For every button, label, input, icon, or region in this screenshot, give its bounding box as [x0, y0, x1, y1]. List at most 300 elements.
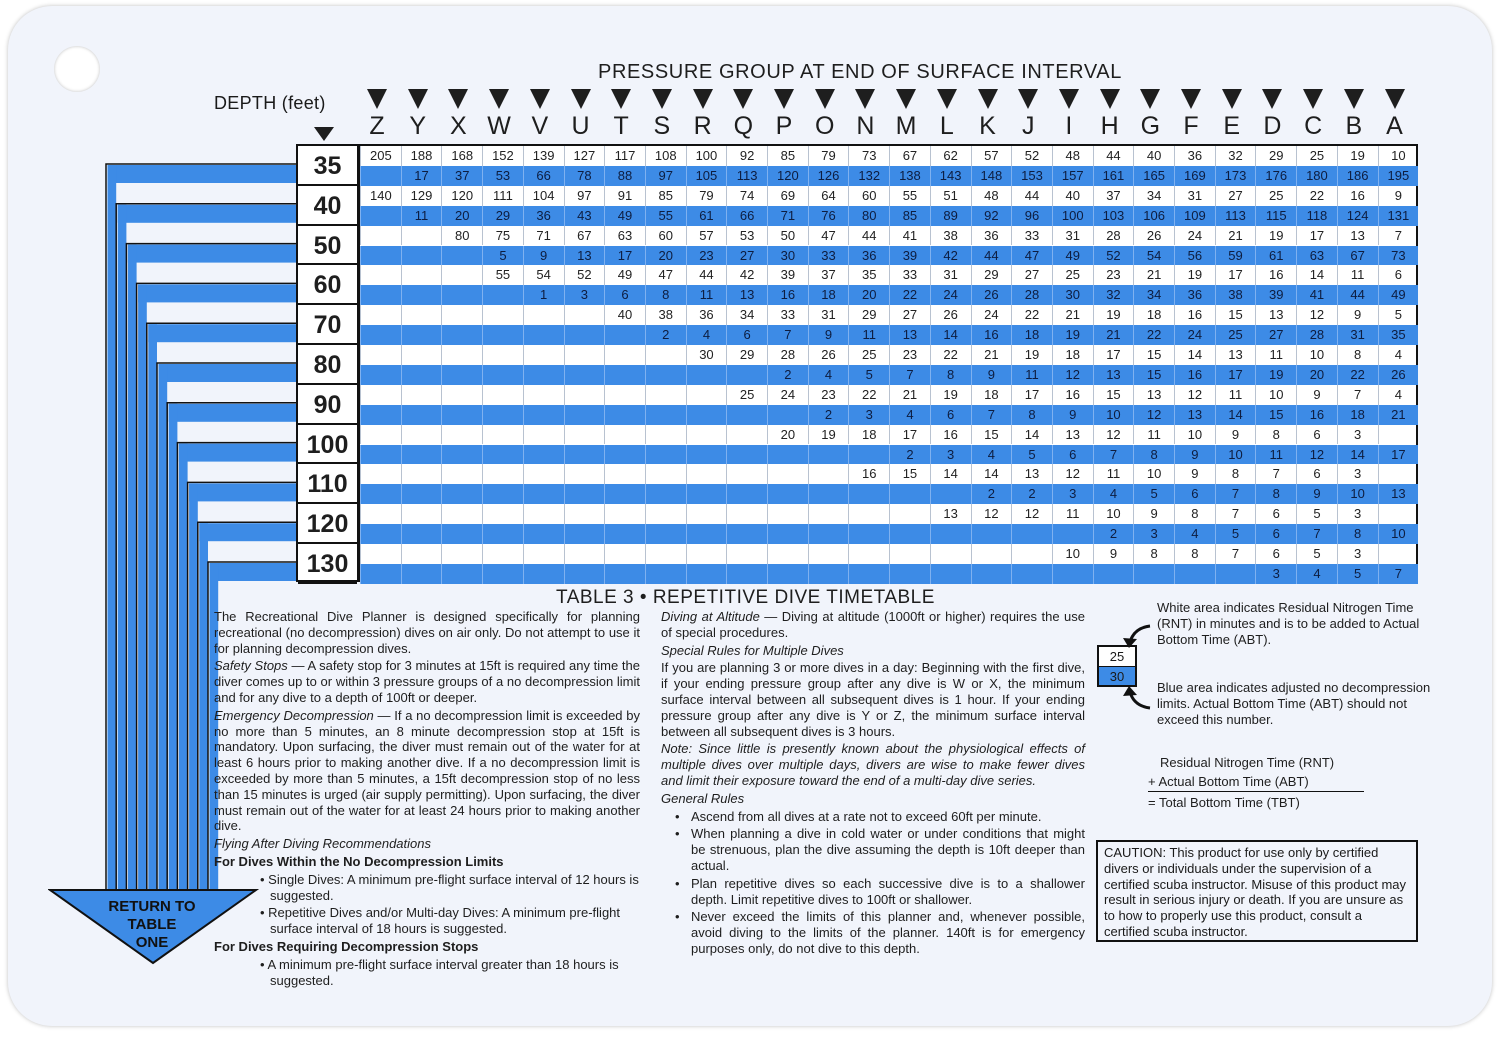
requiring-deco-heading: For Dives Requiring Decompression Stops [214, 938, 479, 954]
table-cell [645, 504, 686, 524]
table-cell [441, 484, 482, 504]
altitude-para [661, 609, 1085, 641]
table-cell: 16 [848, 464, 889, 484]
depth-cell: 130 [298, 544, 357, 584]
table-cell: 15 [1255, 405, 1296, 425]
table-cell: 15 [889, 464, 930, 484]
table-cell: 42 [726, 265, 767, 285]
table-cell: 36 [1174, 285, 1215, 305]
table-cell: 27 [726, 246, 767, 266]
table-cell [604, 445, 645, 465]
table-cell [360, 226, 401, 246]
table-cell [441, 504, 482, 524]
table-cell: 26 [1378, 365, 1419, 385]
table-cell: 3 [1337, 425, 1378, 445]
table-cell: 19 [808, 425, 849, 445]
table-cell: 3 [564, 285, 605, 305]
table-cell: 11 [1215, 385, 1256, 405]
table-cell: 6 [726, 325, 767, 345]
table-cell: 11 [1133, 425, 1174, 445]
table-cell: 44 [686, 265, 727, 285]
depth-cell: 100 [298, 425, 357, 465]
table-cell: 103 [1093, 206, 1134, 226]
table-cell: 97 [645, 166, 686, 186]
table-cell [808, 504, 849, 524]
table-cell: 29 [482, 206, 523, 226]
table-cell: 23 [686, 246, 727, 266]
rule-item: • When planning a dive in cold water or under conditions that might be strenuous, plan the dive assuming the depth is 10ft deeper than actual. [661, 826, 1085, 873]
table-cell: 11 [1011, 365, 1052, 385]
table-cell: 4 [1174, 524, 1215, 544]
table-cell [360, 305, 401, 325]
group-letter: G [1140, 112, 1161, 140]
table-cell: 13 [1215, 345, 1256, 365]
table-cell [767, 544, 808, 564]
rnt-row [360, 464, 1418, 484]
table-cell [360, 285, 401, 305]
table-cell: 26 [1133, 226, 1174, 246]
table-cell: 9 [1378, 186, 1419, 206]
table-cell [971, 564, 1012, 584]
group-down-arrow-icon [1018, 89, 1038, 109]
rnt-row [360, 504, 1418, 524]
table-cell: 7 [767, 325, 808, 345]
table-cell: 30 [686, 345, 727, 365]
table-cell [523, 365, 564, 385]
table-cell: 1 [523, 285, 564, 305]
table-cell: 49 [604, 206, 645, 226]
table-cell: 28 [1011, 285, 1052, 305]
table-cell: 23 [1093, 265, 1134, 285]
table-cell [645, 345, 686, 365]
table-cell [564, 564, 605, 584]
table-cell: 15 [1215, 305, 1256, 325]
group-down-arrow-icon [530, 89, 550, 109]
group-down-arrow-icon [693, 89, 713, 109]
table-cell: 27 [1011, 265, 1052, 285]
group-letter: S [653, 112, 671, 140]
depth-cell: 40 [298, 186, 357, 226]
rnt-row [360, 385, 1418, 405]
table-cell: 10 [1215, 445, 1256, 465]
table-cell: 3 [1133, 524, 1174, 544]
table-cell [564, 405, 605, 425]
table-cell [401, 265, 442, 285]
table-cell [523, 405, 564, 425]
table-cell: 79 [686, 186, 727, 206]
table-cell: 100 [1052, 206, 1093, 226]
table-cell: 12 [1296, 445, 1337, 465]
table-cell [360, 425, 401, 445]
equation-line-1: Residual Nitrogen Time (RNT) [1160, 755, 1335, 770]
table-cell: 152 [482, 146, 523, 166]
depth-cell: 120 [298, 504, 357, 544]
table-cell [360, 544, 401, 564]
table-cell: 61 [686, 206, 727, 226]
table-cell [482, 385, 523, 405]
table-cell: 60 [645, 226, 686, 246]
table-cell [523, 504, 564, 524]
table-cell: 91 [604, 186, 645, 206]
return-arrow-shaft [148, 324, 157, 890]
group-down-arrow-icon [937, 89, 957, 109]
return-arrow-band [199, 523, 296, 541]
group-down-arrow-icon [448, 89, 468, 109]
table-cell: 9 [1296, 385, 1337, 405]
table-cell [441, 285, 482, 305]
table-cell: 109 [1174, 206, 1215, 226]
legend-blue-value: 30 [1099, 666, 1135, 685]
group-header-r [683, 89, 723, 141]
table-cell: 17 [401, 166, 442, 186]
group-header-e [1212, 89, 1252, 141]
table-cell [482, 544, 523, 564]
return-arrow-band [159, 364, 297, 382]
table-cell: 25 [1215, 325, 1256, 345]
table-cell [767, 445, 808, 465]
return-label-line-2: TABLE [127, 916, 177, 933]
table-cell [482, 305, 523, 325]
group-down-arrow-icon [1059, 89, 1079, 109]
table-cell: 24 [971, 305, 1012, 325]
table-cell: 12 [1133, 405, 1174, 425]
table-cell [726, 504, 767, 524]
table-cell: 5 [1378, 305, 1419, 325]
table-cell: 176 [1255, 166, 1296, 186]
table-cell [686, 504, 727, 524]
table-cell: 143 [930, 166, 971, 186]
table-cell: 49 [1052, 246, 1093, 266]
table-cell: 9 [808, 325, 849, 345]
table-cell: 12 [1052, 365, 1093, 385]
table-cell: 13 [1011, 464, 1052, 484]
table-cell [1052, 524, 1093, 544]
table-cell: 57 [971, 146, 1012, 166]
table-cell: 173 [1215, 166, 1256, 186]
table-cell: 37 [441, 166, 482, 186]
table-cell: 57 [686, 226, 727, 246]
table-cell [1011, 524, 1052, 544]
table-cell [564, 524, 605, 544]
table-cell: 127 [564, 146, 605, 166]
table-cell: 21 [889, 385, 930, 405]
table-cell: 10 [1337, 484, 1378, 504]
table-cell: 10 [1174, 425, 1215, 445]
abt-row [360, 445, 1418, 465]
table-cell: 48 [1052, 146, 1093, 166]
table-cell: 129 [401, 186, 442, 206]
group-header-w [479, 89, 519, 141]
table-cell: 17 [1378, 445, 1419, 465]
table-cell: 24 [930, 285, 971, 305]
group-header-m [886, 89, 926, 141]
table-cell [401, 226, 442, 246]
table-cell: 11 [1255, 345, 1296, 365]
rnt-row [360, 186, 1418, 206]
table-cell [808, 445, 849, 465]
within-limits-heading: For Dives Within the No Decompression Limits [214, 853, 504, 869]
abt-row [360, 524, 1418, 544]
table-cell: 71 [523, 226, 564, 246]
table-cell: 14 [1011, 425, 1052, 445]
table-cell: 10 [1093, 504, 1134, 524]
table-cell: 11 [1052, 504, 1093, 524]
table-cell: 75 [482, 226, 523, 246]
table-cell [401, 325, 442, 345]
table-cell: 13 [1093, 365, 1134, 385]
table-cell [360, 206, 401, 226]
rnt-row [360, 305, 1418, 325]
table-cell [604, 365, 645, 385]
table-cell: 25 [1255, 186, 1296, 206]
table-cell [645, 445, 686, 465]
table-cell: 113 [726, 166, 767, 186]
table-cell: 36 [971, 226, 1012, 246]
table-cell: 139 [523, 146, 564, 166]
table-cell [726, 564, 767, 584]
table-cell: 33 [808, 246, 849, 266]
return-arrow-shaft [199, 523, 208, 890]
table-cell: 138 [889, 166, 930, 186]
group-down-arrow-icon [571, 89, 591, 109]
table-cell: 4 [1296, 564, 1337, 584]
table-cell: 30 [1052, 285, 1093, 305]
table-cell: 52 [564, 265, 605, 285]
table-cell: 44 [1337, 285, 1378, 305]
group-letter: T [613, 112, 629, 140]
table-cell [604, 325, 645, 345]
table-cell: 37 [1093, 186, 1134, 206]
group-letter: N [856, 112, 875, 140]
table-cell: 4 [1093, 484, 1134, 504]
return-arrow-shaft [169, 404, 178, 890]
table-cell [808, 564, 849, 584]
caution-box: CAUTION: This product for use only by certified divers or individuals under the supervision of a certified scuba instructor. Misuse of this product may result in serious injury or death. If you are unsure as to how to properly use this product, consult a certified scuba instructor. [1096, 840, 1418, 942]
table-cell: 148 [971, 166, 1012, 186]
table-cell: 3 [1337, 504, 1378, 524]
group-down-arrow-icon [1385, 89, 1405, 109]
table-cell: 25 [848, 345, 889, 365]
table-cell: 12 [1011, 504, 1052, 524]
table-cell [645, 425, 686, 445]
table-cell: 7 [1337, 385, 1378, 405]
return-arrow-shaft [179, 444, 188, 890]
group-down-arrow-icon [1262, 89, 1282, 109]
emergency-text: — If a no decompression limit is exceeded by no more than 5 minutes, an 8 minute decompression stop at 15ft is mandatory. Upon surfacing, the diver must remain out of the water for at least 6 hours prior to making another dive. If a no decompression limit is exceeded by more than 5 minutes, a 15ft decompression stop of no less than 15 minutes is urged (air supply permitting). Upon surfacing, the diver must remain out of the water for at least 24 hours prior to making another dive. [214, 707, 640, 834]
table-cell [726, 464, 767, 484]
table-cell: 48 [971, 186, 1012, 206]
table-cell: 9 [1174, 445, 1215, 465]
group-header-i [1049, 89, 1089, 141]
depth-cell: 60 [298, 265, 357, 305]
table-cell [686, 445, 727, 465]
table-cell: 8 [1255, 484, 1296, 504]
table-cell: 34 [1133, 186, 1174, 206]
table-cell: 10 [1052, 544, 1093, 564]
table-cell: 66 [726, 206, 767, 226]
table-cell: 8 [645, 285, 686, 305]
table-cell: 13 [1174, 405, 1215, 425]
table-cell: 9 [971, 365, 1012, 385]
table-cell: 11 [848, 325, 889, 345]
table-cell: 27 [1255, 325, 1296, 345]
table-cell: 153 [1011, 166, 1052, 186]
table-cell [564, 325, 605, 345]
table-cell [360, 445, 401, 465]
table-cell: 10 [1378, 146, 1419, 166]
return-label-line-1: RETURN TO [108, 898, 196, 915]
table-cell [1093, 564, 1134, 584]
table-cell [1378, 504, 1419, 524]
table-cell: 8 [1174, 504, 1215, 524]
table-cell: 28 [1296, 325, 1337, 345]
abt-row [360, 206, 1418, 226]
table-cell [1378, 544, 1419, 564]
table-cell [808, 484, 849, 504]
table-cell: 16 [971, 325, 1012, 345]
table-cell: 9 [523, 246, 564, 266]
table-cell [767, 524, 808, 544]
table-cell: 49 [604, 265, 645, 285]
table-cell: 36 [523, 206, 564, 226]
table-cell: 4 [889, 405, 930, 425]
table-cell: 10 [1296, 345, 1337, 365]
group-letter: B [1345, 112, 1363, 140]
table-cell: 85 [767, 146, 808, 166]
group-letter: I [1065, 112, 1073, 140]
table-cell [564, 345, 605, 365]
group-letter: E [1223, 112, 1241, 140]
group-letter: A [1386, 112, 1403, 140]
table-cell [564, 425, 605, 445]
return-arrow-band [128, 245, 296, 263]
table-cell [523, 524, 564, 544]
table-cell: 161 [1093, 166, 1134, 186]
table-cell: 63 [1296, 246, 1337, 266]
table-cell [441, 425, 482, 445]
return-arrow-band [169, 404, 296, 422]
table-cell: 16 [1174, 365, 1215, 385]
group-letter: D [1263, 112, 1282, 140]
group-header-k [968, 89, 1008, 141]
table-cell: 15 [1133, 365, 1174, 385]
table-cell: 49 [1378, 285, 1419, 305]
table-cell [401, 345, 442, 365]
table-cell: 31 [1174, 186, 1215, 206]
table-cell: 92 [726, 146, 767, 166]
table-cell [482, 524, 523, 544]
table-cell [482, 564, 523, 584]
table-cell [360, 166, 401, 186]
rnt-row [360, 425, 1418, 445]
group-header-l [927, 89, 967, 141]
table-cell: 80 [848, 206, 889, 226]
equation-line-3: = Total Bottom Time (TBT) [1148, 795, 1300, 810]
table-cell: 4 [1378, 345, 1419, 365]
table-cell [564, 305, 605, 325]
table-cell [1052, 564, 1093, 584]
table-cell [360, 524, 401, 544]
table-cell [523, 305, 564, 325]
table-cell: 12 [1296, 305, 1337, 325]
group-letter: U [571, 112, 590, 140]
table-cell: 165 [1133, 166, 1174, 186]
table-cell: 20 [848, 285, 889, 305]
table-cell [1378, 464, 1419, 484]
table-cell: 31 [1052, 226, 1093, 246]
group-header-n [845, 89, 885, 141]
table-cell: 24 [1174, 325, 1215, 345]
table-cell [767, 464, 808, 484]
table-cell: 15 [1093, 385, 1134, 405]
abt-row [360, 405, 1418, 425]
table-cell: 20 [645, 246, 686, 266]
table-cell: 4 [686, 325, 727, 345]
table-cell: 8 [1337, 524, 1378, 544]
table-cell [726, 524, 767, 544]
table-title: TABLE 3 • REPETITIVE DIVE TIMETABLE [556, 587, 935, 608]
table-cell: 73 [848, 146, 889, 166]
table-cell [441, 405, 482, 425]
table-cell: 105 [686, 166, 727, 186]
table-cell: 36 [1174, 146, 1215, 166]
table-cell: 97 [564, 186, 605, 206]
table-cell: 11 [686, 285, 727, 305]
flying-heading: Flying After Diving Recommendations [214, 836, 431, 852]
return-label-line-3: ONE [135, 934, 169, 951]
group-header-g [1130, 89, 1170, 141]
return-arrow-shaft [159, 364, 168, 890]
table-cell: 117 [604, 146, 645, 166]
table-cell [645, 385, 686, 405]
return-arrow-shaft [189, 483, 198, 890]
group-header-z [357, 89, 397, 141]
group-header-x [438, 89, 478, 141]
table-cell: 111 [482, 186, 523, 206]
table-cell: 5 [1296, 544, 1337, 564]
depth-label: DEPTH (feet) [214, 93, 326, 113]
table-cell [604, 385, 645, 405]
group-letter: F [1183, 112, 1199, 140]
table-cell: 39 [1255, 285, 1296, 305]
group-letter: V [531, 112, 549, 140]
table-cell: 38 [930, 226, 971, 246]
table-cell: 25 [726, 385, 767, 405]
table-cell: 2 [808, 405, 849, 425]
table-cell: 44 [1011, 186, 1052, 206]
table-cell: 13 [564, 246, 605, 266]
group-down-arrow-icon [652, 89, 672, 109]
abt-row [360, 285, 1418, 305]
table-cell: 20 [1296, 365, 1337, 385]
group-down-arrow-icon [1181, 89, 1201, 109]
group-letter: L [939, 112, 954, 140]
table-cell [401, 564, 442, 584]
group-letter: C [1304, 112, 1323, 140]
table-cell: 11 [401, 206, 442, 226]
table-cell [523, 385, 564, 405]
table-cell [808, 464, 849, 484]
group-header-f [1171, 89, 1211, 141]
table-cell: 39 [889, 246, 930, 266]
table-cell: 22 [1133, 325, 1174, 345]
group-letter: P [775, 112, 793, 140]
table-cell: 6 [1378, 265, 1419, 285]
table-cell: 18 [1337, 405, 1378, 425]
table-cell: 32 [1093, 285, 1134, 305]
table-cell: 12 [971, 504, 1012, 524]
table-cell [360, 246, 401, 266]
